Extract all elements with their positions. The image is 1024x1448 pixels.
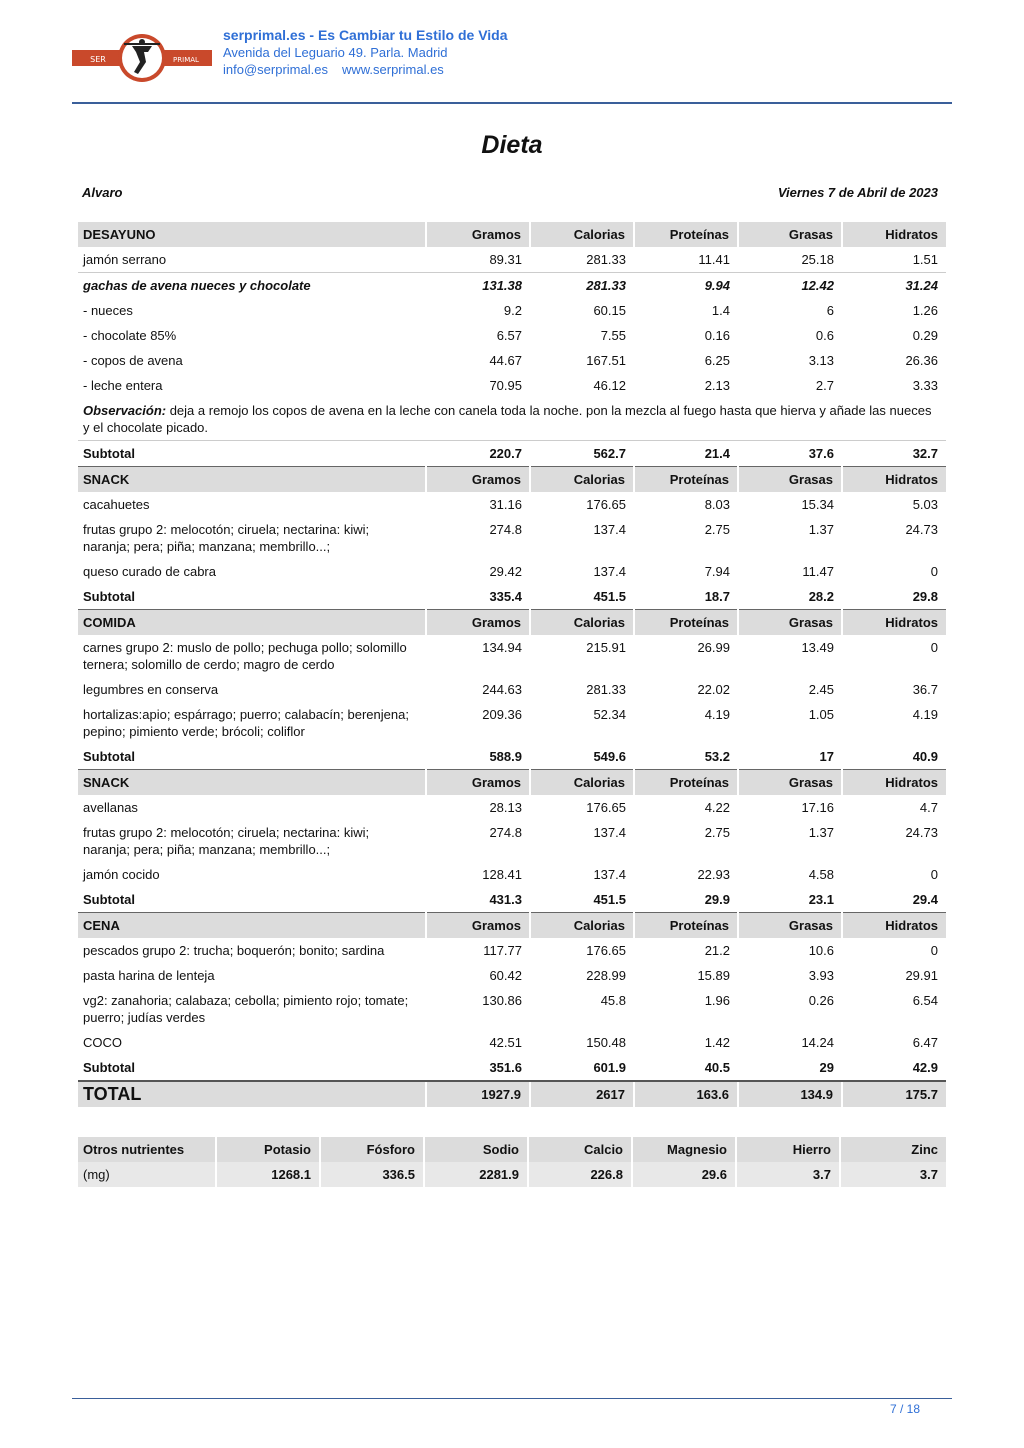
label-cell: Zinc	[840, 1137, 946, 1162]
label-cell: - chocolate 85%	[83, 328, 177, 343]
value-cell: 0	[930, 640, 938, 655]
value-cell: 163.6	[634, 1081, 738, 1107]
value-cell: 13.49	[801, 640, 834, 655]
value-cell: 14.24	[801, 1035, 834, 1050]
value-cell: 588.9	[426, 744, 530, 770]
nutrients-values-row	[78, 1162, 946, 1187]
value-cell: Proteínas	[634, 610, 738, 636]
table-row	[78, 963, 946, 988]
label-cell: hortalizas:apio; espárrago; puerro; calabacín; berenjena; pepino; pimiento verde; brócoli; coliflor	[83, 707, 409, 739]
value-cell: Calorias	[530, 467, 634, 493]
value-cell: 17.16	[801, 800, 834, 815]
value-cell: 15.89	[697, 968, 730, 983]
value-cell: Hidratos	[842, 913, 946, 939]
serprimal-logo	[72, 32, 212, 84]
value-cell: Gramos	[426, 913, 530, 939]
value-cell: 137.4	[593, 564, 626, 579]
value-cell: 52.34	[593, 707, 626, 722]
value-cell: 244.63	[482, 682, 522, 697]
label-cell: (mg)	[78, 1162, 216, 1187]
site-address: Avenida del Leguario 49. Parla. Madrid	[223, 45, 448, 60]
label-cell: Subtotal	[78, 584, 426, 610]
value-cell: Proteínas	[634, 770, 738, 796]
value-cell: 12.42	[738, 273, 842, 299]
label-cell: SNACK	[78, 467, 426, 493]
value-cell: 134.94	[482, 640, 522, 655]
value-cell: 4.7	[919, 800, 938, 815]
value-cell: 15.34	[801, 497, 834, 512]
value-cell: 150.48	[586, 1035, 626, 1050]
diet-date: Viernes 7 de Abril de 2023	[777, 185, 938, 200]
label-cell: pasta harina de lenteja	[83, 968, 215, 983]
value-cell: 3.33	[912, 378, 938, 393]
value-cell: Proteínas	[634, 467, 738, 493]
value-cell: 281.33	[586, 252, 626, 267]
value-cell: 4.19	[912, 707, 938, 722]
subtotal-row-snack	[78, 584, 946, 610]
value-cell: 1.51	[912, 252, 938, 267]
value-cell: 2617	[530, 1081, 634, 1107]
value-cell: 46.12	[593, 378, 626, 393]
value-cell: 130.86	[482, 993, 522, 1008]
label-cell: Subtotal	[78, 744, 426, 770]
section-header-snack	[78, 770, 946, 796]
value-cell: 44.67	[489, 353, 522, 368]
value-cell: 29	[738, 1055, 842, 1081]
value-cell: 2.75	[704, 522, 730, 537]
value-cell: 1.4	[711, 303, 730, 318]
value-cell: 17	[738, 744, 842, 770]
value-cell: 176.65	[586, 497, 626, 512]
table-row	[78, 517, 946, 559]
value-cell: 451.5	[530, 584, 634, 610]
label-cell: 226.8	[528, 1162, 632, 1187]
label-cell: 3.7	[736, 1162, 840, 1187]
value-cell: 0.6	[815, 328, 834, 343]
value-cell: 176.65	[586, 943, 626, 958]
value-cell: 23.1	[738, 887, 842, 913]
table-row	[78, 820, 946, 862]
nutrients-header-row	[78, 1137, 946, 1162]
value-cell: 335.4	[426, 584, 530, 610]
value-cell: Calorias	[530, 770, 634, 796]
label-cell: - nueces	[83, 303, 133, 318]
value-cell: 167.51	[586, 353, 626, 368]
value-cell: Proteínas	[634, 913, 738, 939]
label-cell: Subtotal	[78, 441, 426, 467]
label-cell: Fósforo	[320, 1137, 424, 1162]
logo-text-left: SER	[90, 55, 106, 64]
value-cell: 1.05	[808, 707, 834, 722]
label-cell: 2281.9	[424, 1162, 528, 1187]
value-cell: 7.94	[704, 564, 730, 579]
recipe-row	[78, 273, 946, 299]
value-cell: 9.2	[503, 303, 522, 318]
document-title: Dieta	[481, 131, 543, 159]
value-cell: 29.9	[634, 887, 738, 913]
subtotal-row-snack	[78, 887, 946, 913]
label-cell: 29.6	[632, 1162, 736, 1187]
label-cell: Calcio	[528, 1137, 632, 1162]
value-cell: 42.9	[842, 1055, 946, 1081]
value-cell: 24.73	[905, 825, 938, 840]
value-cell: 29.42	[489, 564, 522, 579]
label-cell: Sodio	[424, 1137, 528, 1162]
value-cell: 31.24	[842, 273, 946, 299]
value-cell: 45.8	[600, 993, 626, 1008]
value-cell: Calorias	[530, 222, 634, 247]
value-cell: 37.6	[738, 441, 842, 467]
value-cell: 228.99	[586, 968, 626, 983]
value-cell: 36.7	[912, 682, 938, 697]
value-cell: 209.36	[482, 707, 522, 722]
value-cell: Grasas	[738, 610, 842, 636]
table-row	[78, 702, 946, 744]
value-cell: 42.51	[489, 1035, 522, 1050]
value-cell: 0	[930, 943, 938, 958]
table-row	[78, 247, 946, 273]
label-cell: SNACK	[78, 770, 426, 796]
ingredient-row	[78, 298, 946, 323]
value-cell: 60.42	[489, 968, 522, 983]
value-cell: 220.7	[426, 441, 530, 467]
value-cell: 40.5	[634, 1055, 738, 1081]
value-cell: 11.47	[802, 564, 834, 579]
value-cell: Gramos	[426, 222, 530, 247]
label-cell: 1268.1	[216, 1162, 320, 1187]
value-cell: Hidratos	[842, 467, 946, 493]
ingredient-row	[78, 373, 946, 398]
value-cell: 70.95	[489, 378, 522, 393]
client-name: Alvaro	[82, 185, 123, 200]
label-cell: Magnesio	[632, 1137, 736, 1162]
section-header-cena	[78, 913, 946, 939]
value-cell: Grasas	[738, 467, 842, 493]
value-cell: 281.33	[530, 273, 634, 299]
value-cell: 6.54	[912, 993, 938, 1008]
value-cell: Gramos	[426, 610, 530, 636]
value-cell: 4.19	[704, 707, 730, 722]
value-cell: 26.36	[905, 353, 938, 368]
value-cell: 215.91	[586, 640, 626, 655]
total-row	[78, 1081, 946, 1107]
label-cell: carnes grupo 2: muslo de pollo; pechuga pollo; solomillo ternera; solomillo de cerdo; magro de cerdo	[83, 640, 407, 672]
value-cell: 601.9	[530, 1055, 634, 1081]
value-cell: 7.55	[600, 328, 626, 343]
table-row	[78, 492, 946, 517]
value-cell: 29.8	[842, 584, 946, 610]
value-cell: 1.96	[704, 993, 730, 1008]
value-cell: 28.13	[489, 800, 522, 815]
value-cell: 137.4	[593, 825, 626, 840]
value-cell: 274.8	[489, 825, 522, 840]
value-cell: 1.26	[912, 303, 938, 318]
value-cell: Hidratos	[842, 222, 946, 247]
value-cell: 1.42	[704, 1035, 730, 1050]
label-cell	[78, 398, 946, 441]
value-cell: 5.03	[912, 497, 938, 512]
label-cell: Potasio	[216, 1137, 320, 1162]
table-row	[78, 795, 946, 820]
site-website[interactable]: www.serprimal.es	[341, 62, 444, 77]
label-cell: avellanas	[83, 800, 138, 815]
ingredient-row	[78, 348, 946, 373]
value-cell: Calorias	[530, 913, 634, 939]
value-cell: 6.47	[912, 1035, 938, 1050]
value-cell: 11.41	[698, 252, 730, 267]
value-cell: 562.7	[530, 441, 634, 467]
site-info	[223, 26, 508, 78]
ingredient-row	[78, 323, 946, 348]
value-cell: Calorias	[530, 610, 634, 636]
value-cell: 10.6	[808, 943, 834, 958]
subtotal-row-cena	[78, 1055, 946, 1081]
subtotal-row-comida	[78, 744, 946, 770]
value-cell: 25.18	[801, 252, 834, 267]
label-cell: legumbres en conserva	[83, 682, 219, 697]
label-cell: - copos de avena	[83, 353, 183, 368]
section-header-snack	[78, 467, 946, 493]
value-cell: Hidratos	[842, 770, 946, 796]
table-row	[78, 1030, 946, 1055]
value-cell: 6.57	[496, 328, 522, 343]
site-contact	[223, 61, 508, 78]
value-cell: 22.02	[697, 682, 730, 697]
value-cell: Grasas	[738, 913, 842, 939]
value-cell: 0	[930, 564, 938, 579]
value-cell: 4.22	[704, 800, 730, 815]
value-cell: 2.75	[704, 825, 730, 840]
value-cell: 117.77	[483, 943, 522, 958]
value-cell: 549.6	[530, 744, 634, 770]
value-cell: 0.29	[912, 328, 938, 343]
value-cell: 29.91	[905, 968, 938, 983]
value-cell: 21.4	[634, 441, 738, 467]
value-cell: 176.65	[586, 800, 626, 815]
site-title: serprimal.es - Es Cambiar tu Estilo de Vida	[223, 27, 508, 43]
value-cell: 9.94	[634, 273, 738, 299]
table-row	[78, 677, 946, 702]
value-cell: Gramos	[426, 467, 530, 493]
label-cell: frutas grupo 2: melocotón; ciruela; nectarina: kiwi; naranja; pera; piña; manzana; membrillo...;	[83, 825, 370, 857]
value-cell: 274.8	[489, 522, 522, 537]
value-cell: 451.5	[530, 887, 634, 913]
label-cell: DESAYUNO	[78, 222, 426, 247]
value-cell: 1927.9	[426, 1081, 530, 1107]
value-cell: Proteínas	[634, 222, 738, 247]
value-cell: 1.37	[808, 522, 834, 537]
label-cell: COMIDA	[78, 610, 426, 636]
value-cell: 0	[930, 867, 938, 882]
label-cell: queso curado de cabra	[83, 564, 216, 579]
value-cell: 29.4	[842, 887, 946, 913]
label-cell: Hierro	[736, 1137, 840, 1162]
value-cell: 2.7	[815, 378, 834, 393]
value-cell: 0.26	[808, 993, 834, 1008]
label-cell: jamón cocido	[83, 867, 160, 882]
value-cell: 89.31	[489, 252, 522, 267]
value-cell: 431.3	[426, 887, 530, 913]
value-cell: 40.9	[842, 744, 946, 770]
value-cell: 26.99	[697, 640, 730, 655]
logo-text-right: PRIMAL	[173, 56, 199, 64]
footer-divider	[72, 1398, 952, 1399]
table-row	[78, 938, 946, 963]
page-header	[72, 24, 952, 104]
label-cell: Otros nutrientes	[78, 1137, 216, 1162]
label-cell: - leche entera	[83, 378, 163, 393]
label-cell: frutas grupo 2: melocotón; ciruela; nectarina: kiwi; naranja; pera; piña; manzana; membrillo...;	[83, 522, 370, 554]
value-cell: Hidratos	[842, 610, 946, 636]
value-cell: 128.41	[482, 867, 522, 882]
value-cell: 134.9	[738, 1081, 842, 1107]
label-cell: gachas de avena nueces y chocolate	[78, 273, 426, 299]
label-cell: vg2: zanahoria; calabaza; cebolla; pimiento rojo; tomate; puerro; judías verdes	[83, 993, 409, 1025]
value-cell: 21.2	[704, 943, 730, 958]
label-cell: CENA	[78, 913, 426, 939]
label-cell: cacahuetes	[83, 497, 150, 512]
value-cell: 137.4	[593, 867, 626, 882]
label-cell: TOTAL	[78, 1081, 426, 1107]
value-cell: 18.7	[634, 584, 738, 610]
value-cell: 351.6	[426, 1055, 530, 1081]
label-cell: pescados grupo 2: trucha; boquerón; bonito; sardina	[83, 943, 385, 958]
label-cell: Subtotal	[78, 887, 426, 913]
page-number: 7 / 18	[889, 1402, 920, 1416]
table-row	[78, 635, 946, 677]
value-cell: 175.7	[842, 1081, 946, 1107]
value-cell: 32.7	[842, 441, 946, 467]
value-cell: 4.58	[808, 867, 834, 882]
value-cell: 8.03	[704, 497, 730, 512]
section-header-comida	[78, 610, 946, 636]
observation-text: deja a remojo los copos de avena en la leche con canela toda la noche. pon la mezcla al fuego hasta que hierva y añade las nueces y el chocolate picado.	[83, 403, 932, 435]
other-nutrients-table	[78, 1137, 946, 1187]
subtotal-row-desayuno	[78, 441, 946, 467]
label-cell: 3.7	[840, 1162, 946, 1187]
value-cell: 0.16	[704, 328, 730, 343]
value-cell: Gramos	[426, 770, 530, 796]
observation-label: Observación:	[83, 403, 167, 418]
observation-row	[78, 398, 946, 441]
value-cell: 2.45	[808, 682, 834, 697]
value-cell: 3.13	[808, 353, 834, 368]
value-cell: 281.33	[586, 682, 626, 697]
value-cell: Grasas	[738, 770, 842, 796]
value-cell: 1.37	[808, 825, 834, 840]
label-cell: 336.5	[320, 1162, 424, 1187]
value-cell: 22.93	[697, 867, 730, 882]
label-cell: COCO	[83, 1035, 122, 1050]
table-row	[78, 988, 946, 1030]
value-cell: 131.38	[426, 273, 530, 299]
value-cell: Grasas	[738, 222, 842, 247]
value-cell: 6.25	[704, 353, 730, 368]
section-header-desayuno	[78, 222, 946, 247]
value-cell: 60.15	[593, 303, 626, 318]
value-cell: 2.13	[704, 378, 730, 393]
value-cell: 24.73	[905, 522, 938, 537]
value-cell: 53.2	[634, 744, 738, 770]
label-cell: jamón serrano	[83, 252, 167, 267]
diet-table	[78, 222, 946, 1107]
value-cell: 137.4	[593, 522, 626, 537]
label-cell: Subtotal	[78, 1055, 426, 1081]
value-cell: 3.93	[808, 968, 834, 983]
value-cell: 28.2	[738, 584, 842, 610]
value-cell: 31.16	[489, 497, 522, 512]
site-email[interactable]: info@serprimal.es	[223, 62, 328, 77]
table-row	[78, 559, 946, 584]
table-row	[78, 862, 946, 887]
value-cell: 6	[826, 303, 834, 318]
